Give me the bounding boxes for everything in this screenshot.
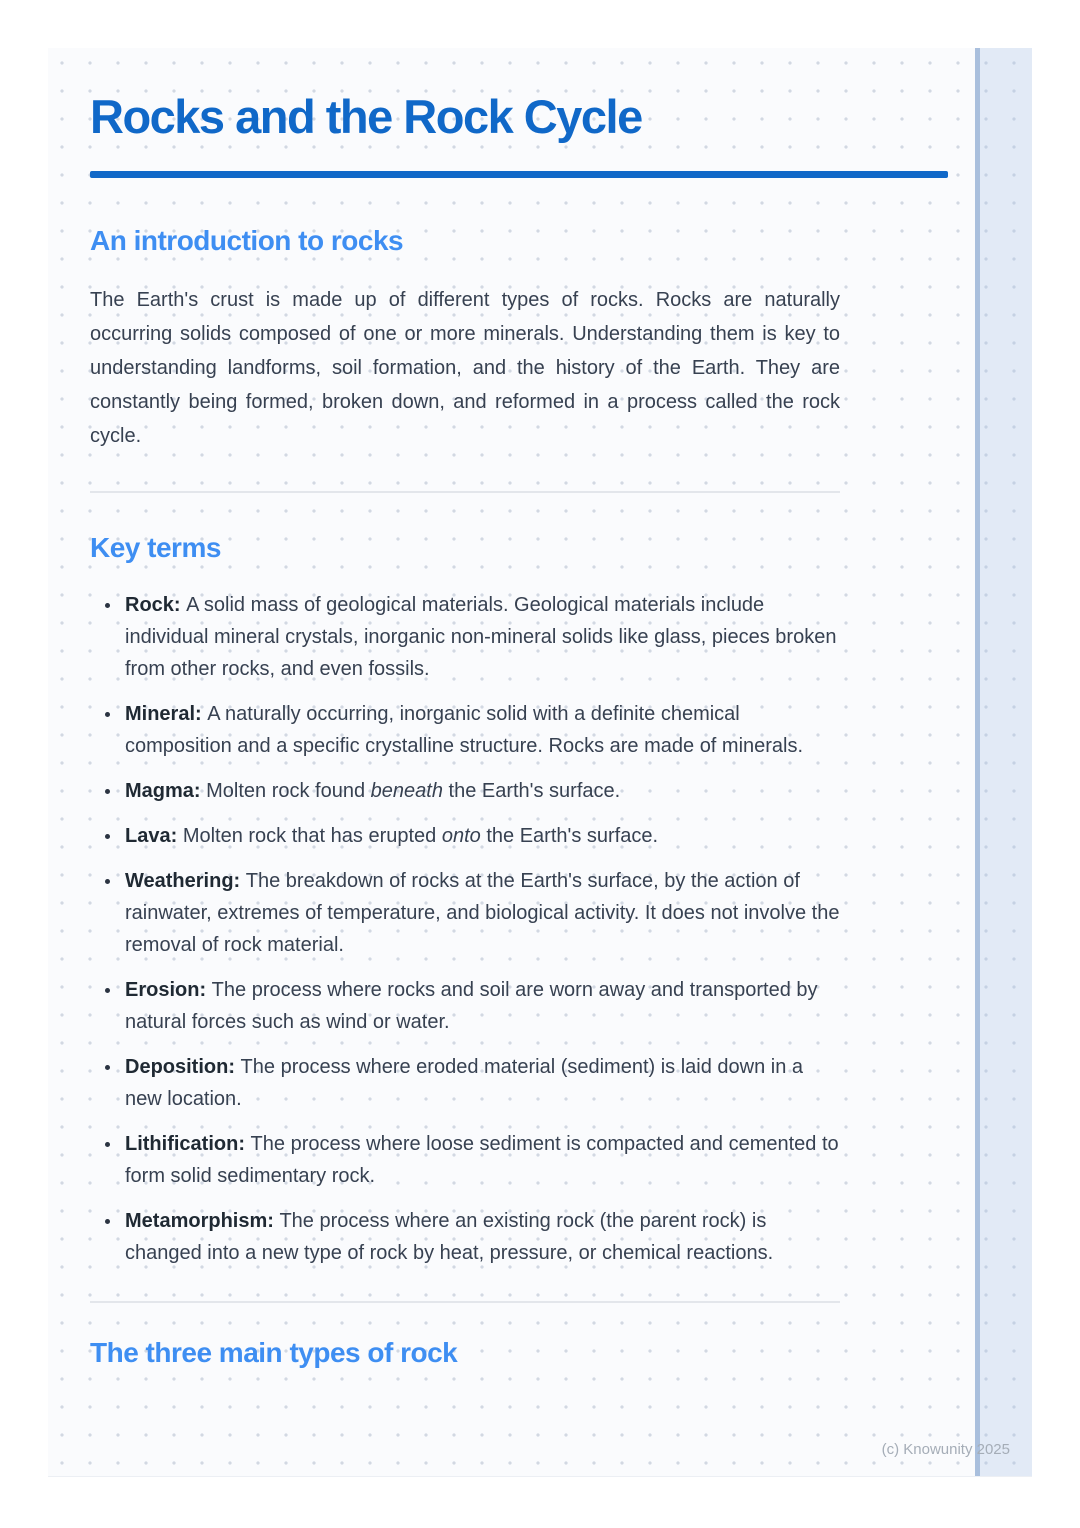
key-term-label: Mineral:	[125, 703, 208, 726]
key-term-item	[122, 820, 840, 852]
notebook-margin-strip	[975, 48, 1032, 1476]
rock-types-section-heading: The three main types of rock	[90, 1337, 458, 1369]
key-term-item	[122, 698, 840, 762]
key-term-label: Metamorphism:	[125, 1210, 280, 1233]
key-term-label: Weathering:	[125, 870, 246, 893]
key-terms-section-heading: Key terms	[90, 532, 221, 564]
key-term-label: Erosion:	[125, 979, 212, 1002]
key-term-definition-segment: onto	[441, 825, 481, 848]
intro-paragraph: The Earth's crust is made up of different types of rocks. Rocks are naturally occurring solids composed of one or more minerals. Understanding them is key to understanding landforms, soil formation, and the history of the Earth. They are constantly being formed, broken down, and reformed in a process called the rock cycle.	[90, 289, 840, 448]
key-term-definition-segment: Molten rock found	[206, 780, 371, 803]
intro-section-heading: An introduction to rocks	[90, 225, 404, 257]
key-term-item	[122, 974, 840, 1038]
key-term-item	[122, 775, 840, 807]
key-term-item	[122, 1205, 840, 1269]
key-term-item	[122, 865, 840, 961]
key-term-definition-segment: A solid mass of geological materials. Geological materials include individual mineral crystals, inorganic non-mineral solids like glass, pieces broken from other rocks, and even fossils.	[125, 594, 837, 681]
key-term-label: Lithification:	[125, 1133, 251, 1156]
key-term-label: Rock:	[125, 594, 187, 617]
copyright-watermark: (c) Knowunity 2025	[881, 1441, 1010, 1458]
key-term-definition-segment: The process where an existing rock (the parent rock) is changed into a new type of rock by heat, pressure, or chemical reactions.	[125, 1210, 774, 1265]
page-title: Rocks and the Rock Cycle	[90, 90, 642, 143]
key-term-label: Deposition:	[125, 1056, 241, 1079]
key-term-item	[122, 589, 840, 685]
key-term-definition-segment: The process where eroded material (sediment) is laid down in a new location.	[125, 1056, 804, 1111]
key-term-definition-segment: The process where rocks and soil are worn away and transported by natural forces such as wind or water.	[125, 979, 818, 1034]
key-term-label: Lava:	[125, 825, 183, 848]
key-terms-list	[90, 589, 840, 1269]
key-term-definition-segment: A naturally occurring, inorganic solid with a definite chemical composition and a specific crystalline structure. Rocks are made of minerals.	[125, 703, 804, 758]
key-term-definition-segment: The breakdown of rocks at the Earth's surface, by the action of rainwater, extremes of temperature, and biological activity. It does not involve the removal of rock material.	[125, 870, 840, 957]
key-term-item	[122, 1051, 840, 1115]
section-divider	[90, 491, 840, 493]
key-term-item	[122, 1128, 840, 1192]
section-introduction	[90, 225, 840, 453]
key-term-definition-segment: beneath	[370, 780, 443, 803]
key-term-definition-segment: Molten rock that has erupted	[182, 825, 442, 848]
key-term-definition-segment: the Earth's surface.	[480, 825, 659, 848]
key-term-label: Magma:	[125, 780, 207, 803]
section-divider	[90, 1301, 840, 1303]
key-term-definition-segment: The process where loose sediment is compacted and cemented to form solid sedimentary rock.	[125, 1133, 839, 1188]
document-content	[90, 48, 840, 1369]
section-rock-types	[90, 1337, 840, 1369]
section-key-terms	[90, 532, 840, 1269]
notebook-page	[48, 48, 1032, 1477]
title-underline-rule	[90, 171, 948, 178]
key-term-definition-segment: the Earth's surface.	[442, 780, 621, 803]
